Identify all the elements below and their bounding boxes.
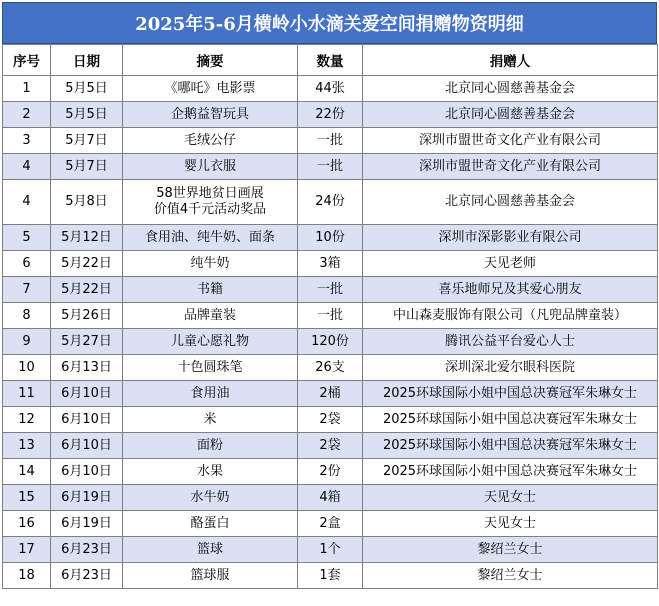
- cell-quantity: 2桶: [298, 381, 363, 407]
- table-row: [3, 180, 658, 225]
- cell-quantity: 44张: [298, 76, 363, 102]
- cell-summary: 毛绒公仔: [123, 128, 298, 154]
- cell-no: 8: [3, 303, 51, 329]
- cell-quantity: 一批: [298, 154, 363, 180]
- cell-no: 16: [3, 511, 51, 537]
- donation-table: [2, 44, 658, 589]
- table-row: [3, 76, 658, 102]
- cell-date: 5月22日: [51, 251, 123, 277]
- cell-summary: 米: [123, 407, 298, 433]
- cell-date: 5月7日: [51, 128, 123, 154]
- cell-quantity: 2份: [298, 459, 363, 485]
- header-no: 序号: [3, 45, 51, 76]
- cell-summary: 食用油、纯牛奶、面条: [123, 225, 298, 251]
- header-donor: 捐赠人: [363, 45, 658, 76]
- cell-quantity: 1套: [298, 563, 363, 589]
- cell-no: 1: [3, 76, 51, 102]
- cell-donor: 深圳市盟世奇文化产业有限公司: [363, 128, 658, 154]
- cell-quantity: 24份: [298, 180, 363, 225]
- cell-donor: 北京同心圆慈善基金会: [363, 180, 658, 225]
- cell-summary: 篮球: [123, 537, 298, 563]
- table-row: [3, 459, 658, 485]
- cell-summary: 书籍: [123, 277, 298, 303]
- cell-no: 4: [3, 154, 51, 180]
- table-row: [3, 154, 658, 180]
- cell-quantity: 一批: [298, 303, 363, 329]
- cell-summary: 食用油: [123, 381, 298, 407]
- cell-donor: 深圳市深影影业有限公司: [363, 225, 658, 251]
- cell-no: 11: [3, 381, 51, 407]
- cell-quantity: 4箱: [298, 485, 363, 511]
- cell-summary: 酪蛋白: [123, 511, 298, 537]
- cell-donor: 腾讯公益平台爱心人士: [363, 329, 658, 355]
- cell-summary: 品牌童装: [123, 303, 298, 329]
- cell-donor: 黎绍兰女士: [363, 537, 658, 563]
- cell-quantity: 22份: [298, 102, 363, 128]
- cell-no: 2: [3, 102, 51, 128]
- cell-quantity: 一批: [298, 277, 363, 303]
- cell-summary: 篮球服: [123, 563, 298, 589]
- cell-date: 5月5日: [51, 102, 123, 128]
- cell-donor: 天见老师: [363, 251, 658, 277]
- cell-quantity: 一批: [298, 128, 363, 154]
- sheet-title: 2025年5-6月横岭小水滴关爱空间捐赠物资明细: [2, 2, 657, 44]
- cell-donor: 2025环球国际小姐中国总决赛冠军朱琳女士: [363, 381, 658, 407]
- table-row: [3, 511, 658, 537]
- cell-summary: [123, 180, 298, 225]
- table-row: [3, 433, 658, 459]
- cell-date: 6月19日: [51, 511, 123, 537]
- cell-quantity: 120份: [298, 329, 363, 355]
- cell-summary: 水果: [123, 459, 298, 485]
- table-row: [3, 251, 658, 277]
- cell-no: 12: [3, 407, 51, 433]
- cell-no: 13: [3, 433, 51, 459]
- cell-donor: 天见女士: [363, 511, 658, 537]
- cell-date: 6月23日: [51, 537, 123, 563]
- cell-donor: 北京同心圆慈善基金会: [363, 76, 658, 102]
- table-row: [3, 355, 658, 381]
- cell-date: 6月23日: [51, 563, 123, 589]
- cell-donor: 黎绍兰女士: [363, 563, 658, 589]
- cell-summary: 纯牛奶: [123, 251, 298, 277]
- cell-summary: 《哪吒》电影票: [123, 76, 298, 102]
- cell-summary: 儿童心愿礼物: [123, 329, 298, 355]
- table-row: [3, 485, 658, 511]
- cell-no: 18: [3, 563, 51, 589]
- cell-donor: 中山森麦服饰有限公司（凡兜品牌童装）: [363, 303, 658, 329]
- cell-donor: 喜乐地师兄及其爱心朋友: [363, 277, 658, 303]
- table-row: [3, 277, 658, 303]
- cell-summary: 婴儿衣服: [123, 154, 298, 180]
- cell-quantity: 3箱: [298, 251, 363, 277]
- table-row: [3, 381, 658, 407]
- table-row: [3, 329, 658, 355]
- table-row: [3, 407, 658, 433]
- summary-line-2: 价值4千元活动奖品: [153, 202, 267, 217]
- cell-no: 5: [3, 225, 51, 251]
- cell-date: 5月26日: [51, 303, 123, 329]
- cell-summary: 面粉: [123, 433, 298, 459]
- table-row: [3, 303, 658, 329]
- header-summary: 摘要: [123, 45, 298, 76]
- cell-donor: 北京同心圆慈善基金会: [363, 102, 658, 128]
- table-row: [3, 537, 658, 563]
- cell-no: 14: [3, 459, 51, 485]
- cell-donor: 深圳市盟世奇文化产业有限公司: [363, 154, 658, 180]
- cell-donor: 2025环球国际小姐中国总决赛冠军朱琳女士: [363, 407, 658, 433]
- cell-date: 5月5日: [51, 76, 123, 102]
- table-row: [3, 102, 658, 128]
- cell-summary: 十色圆珠笔: [123, 355, 298, 381]
- cell-no: 3: [3, 128, 51, 154]
- cell-donor: 天见女士: [363, 485, 658, 511]
- header-date: 日期: [51, 45, 123, 76]
- header-quantity: 数量: [298, 45, 363, 76]
- cell-quantity: 2袋: [298, 433, 363, 459]
- cell-no: 4: [3, 180, 51, 225]
- cell-no: 15: [3, 485, 51, 511]
- cell-date: 5月8日: [51, 180, 123, 225]
- table-row: [3, 225, 658, 251]
- cell-date: 5月7日: [51, 154, 123, 180]
- cell-donor: 深圳深北爱尔眼科医院: [363, 355, 658, 381]
- cell-date: 6月10日: [51, 407, 123, 433]
- cell-donor: 2025环球国际小姐中国总决赛冠军朱琳女士: [363, 433, 658, 459]
- donation-sheet: [2, 2, 657, 589]
- cell-no: 9: [3, 329, 51, 355]
- cell-no: 10: [3, 355, 51, 381]
- cell-date: 5月22日: [51, 277, 123, 303]
- summary-line-1: 58世界地贫日画展: [156, 186, 264, 201]
- cell-quantity: 26支: [298, 355, 363, 381]
- table-row: [3, 128, 658, 154]
- cell-summary: 水牛奶: [123, 485, 298, 511]
- cell-date: 6月13日: [51, 355, 123, 381]
- cell-no: 7: [3, 277, 51, 303]
- cell-donor: 2025环球国际小姐中国总决赛冠军朱琳女士: [363, 459, 658, 485]
- cell-date: 5月12日: [51, 225, 123, 251]
- cell-quantity: 10份: [298, 225, 363, 251]
- header-row: [3, 45, 658, 76]
- table-row: [3, 563, 658, 589]
- cell-quantity: 1个: [298, 537, 363, 563]
- cell-quantity: 2袋: [298, 407, 363, 433]
- cell-date: 6月19日: [51, 485, 123, 511]
- cell-no: 17: [3, 537, 51, 563]
- cell-summary: 企鹅益智玩具: [123, 102, 298, 128]
- cell-quantity: 2盒: [298, 511, 363, 537]
- cell-date: 6月10日: [51, 381, 123, 407]
- cell-date: 6月10日: [51, 433, 123, 459]
- cell-no: 6: [3, 251, 51, 277]
- cell-date: 6月10日: [51, 459, 123, 485]
- cell-date: 5月27日: [51, 329, 123, 355]
